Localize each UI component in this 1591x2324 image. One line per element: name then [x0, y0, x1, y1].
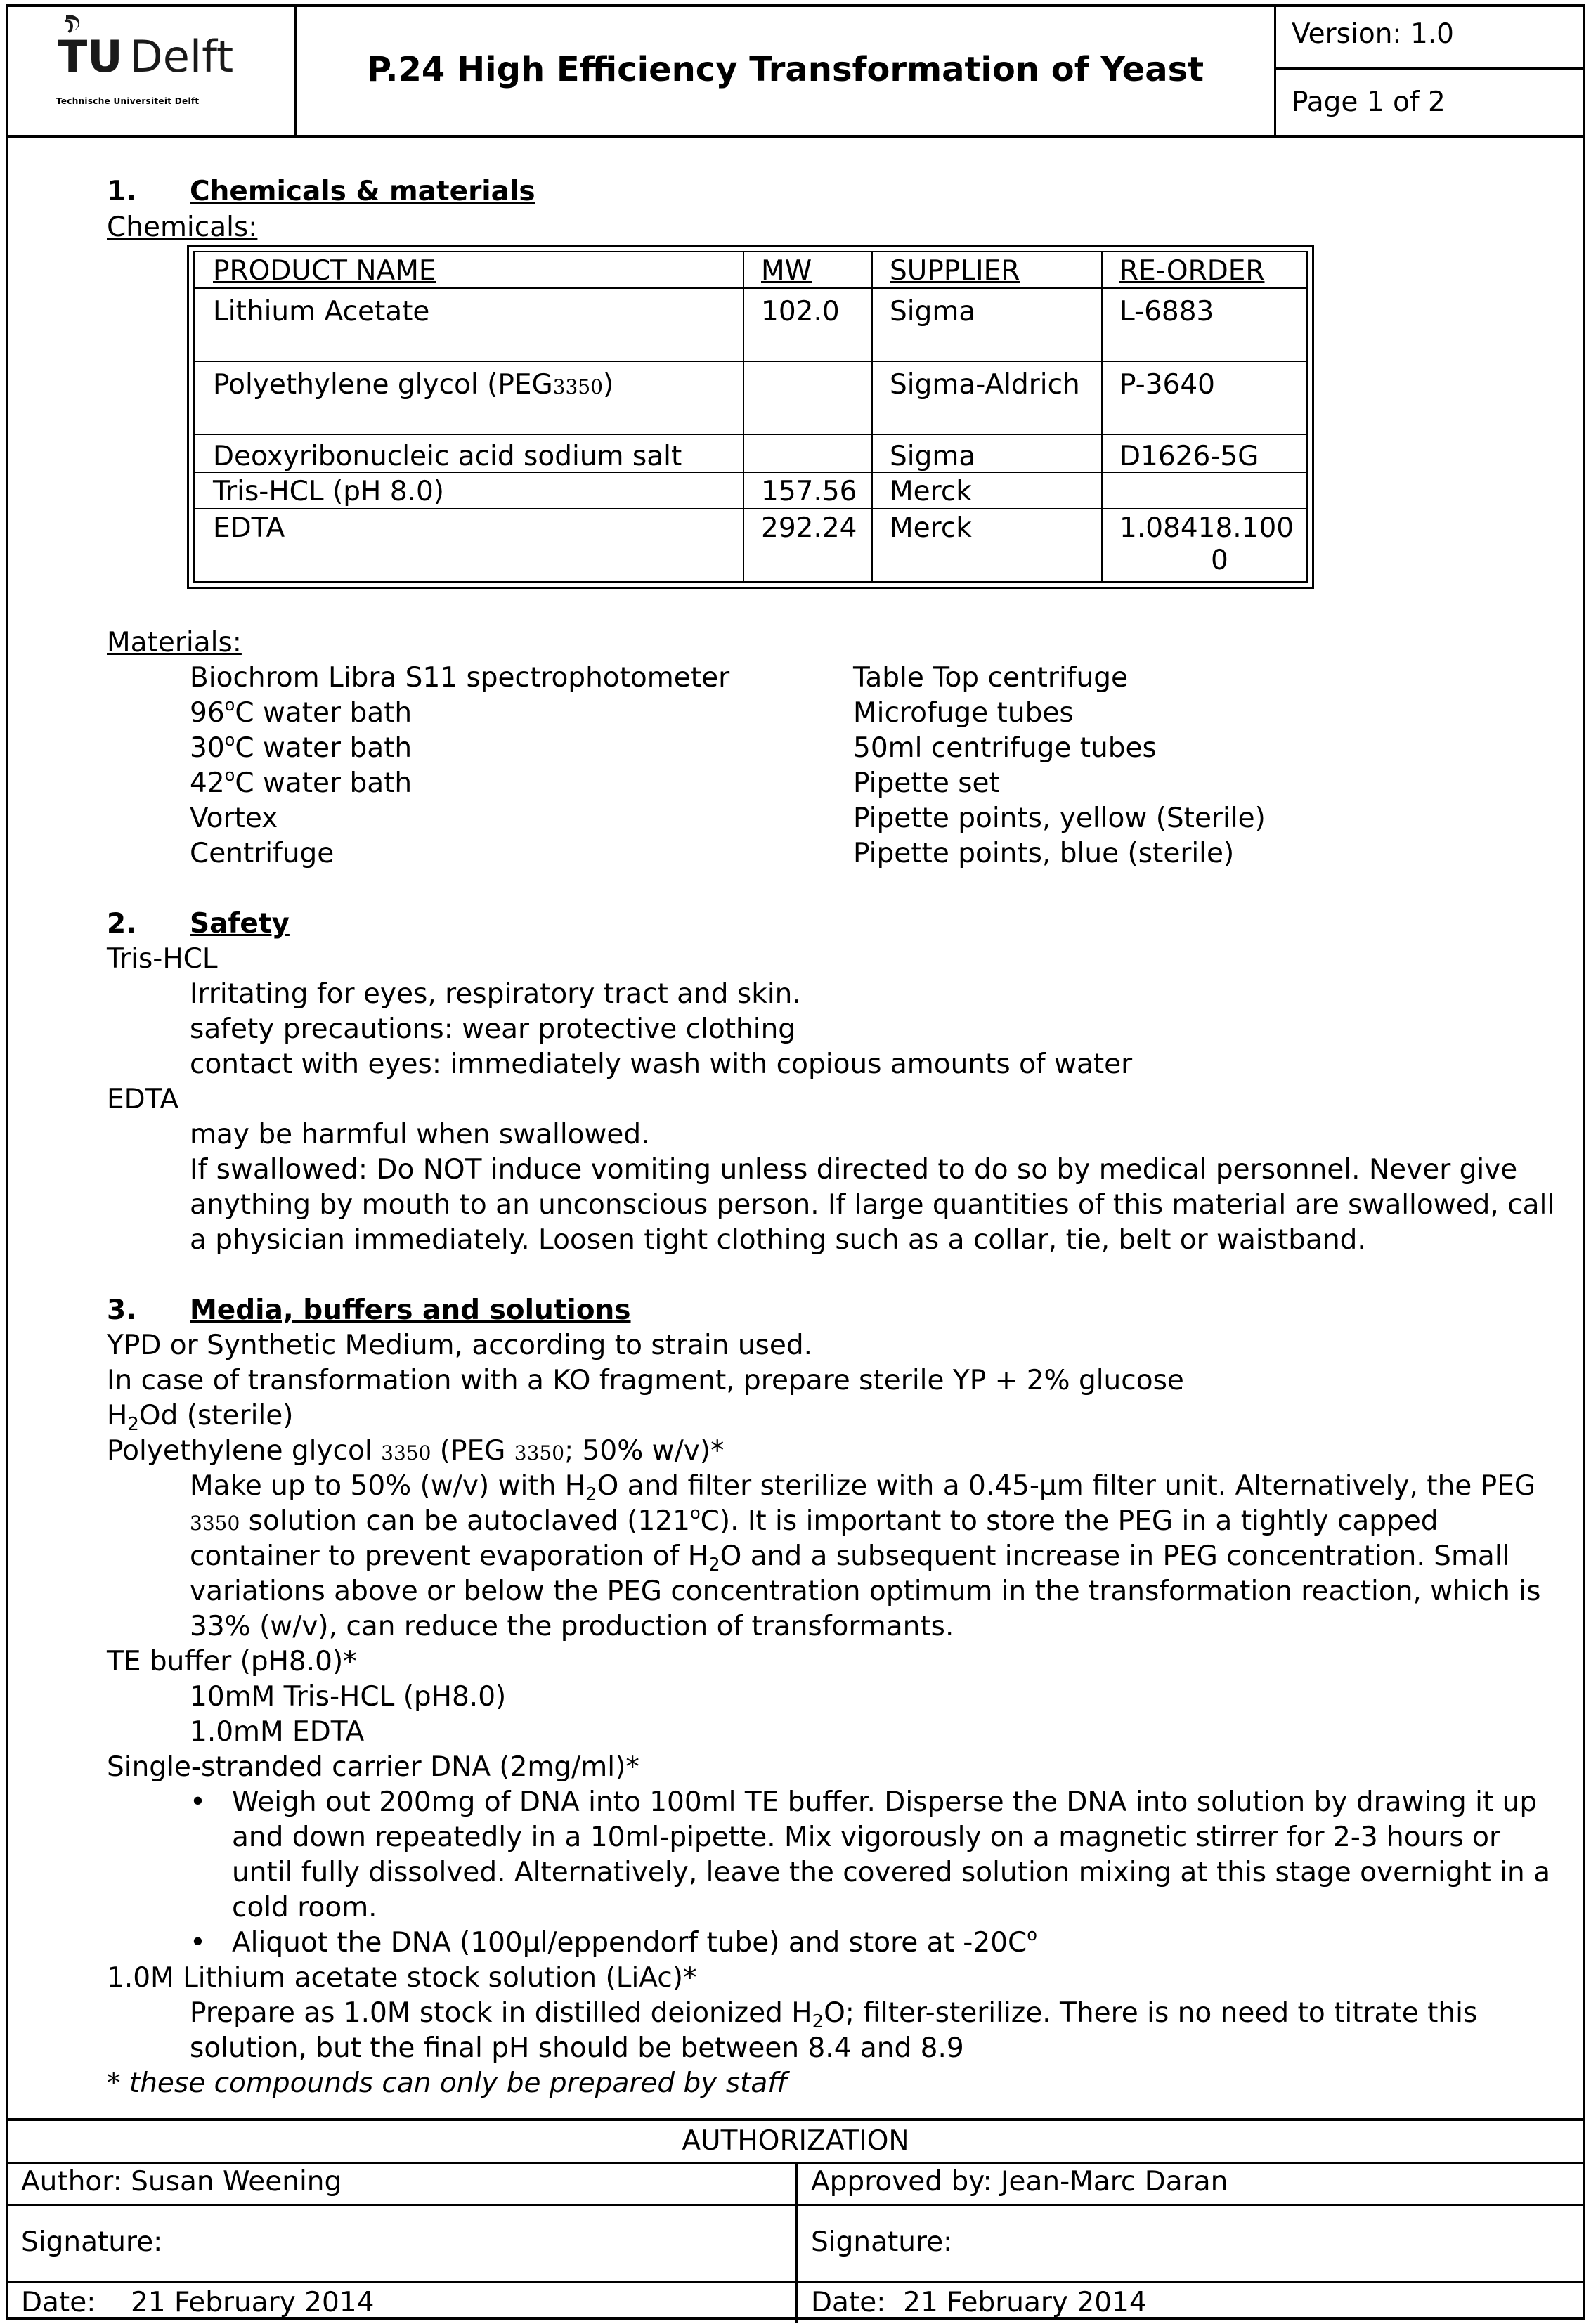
date-left: Date: 21 February 2014 — [21, 2287, 375, 2318]
material-item: Microfuge tubes — [853, 697, 1074, 729]
page-number: Page 1 of 2 — [1292, 86, 1446, 118]
document-title: P.24 High Efficiency Transformation of Yeast — [297, 4, 1276, 135]
table-cell: P-3640 — [1119, 369, 1215, 401]
logo-cell — [6, 4, 297, 135]
logo-subtitle: Technische Universiteit Delft — [56, 96, 200, 106]
ss-dna-label: Single-stranded carrier DNA (2mg/ml)* — [107, 1751, 639, 1783]
material-item: Vortex — [190, 803, 278, 834]
table-cell: 157.56 — [761, 476, 857, 507]
material-item: Pipette points, yellow (Sterile) — [853, 803, 1266, 834]
material-item: 42$^o$C water bath — [190, 765, 413, 799]
table-cell: 102.0 — [761, 296, 840, 327]
material-item: Pipette points, blue (sterile) — [853, 838, 1235, 869]
material-item: 30$^o$C water bath — [190, 730, 413, 764]
tris-label: Tris-HCL — [107, 943, 218, 975]
media-line: $H_2Od$ (sterile) — [107, 1400, 294, 1435]
peg-label: Polyethylene glycol 3350 (PEG 3350; 50% w/v)* — [107, 1435, 725, 1467]
material-item: Biochrom Libra S11 spectrophotometer — [190, 662, 730, 694]
safety-line: contact with eyes: immediately wash with copious amounts of water — [190, 1049, 1133, 1080]
ss-dna-line: until fully dissolved. Alternatively, leave the covered solution mixing at this stage overnight in a — [232, 1857, 1551, 1888]
ss-dna-line: Aliquot the DNA (100µl/eppendorf tube) and store at $-20C^o$ — [232, 1925, 1037, 1959]
table-cell: Merck — [890, 512, 972, 544]
table-cell: Sigma-Aldrich — [890, 369, 1080, 401]
ss-dna-line: Weigh out 200mg of DNA into 100ml TE buffer. Disperse the DNA into solution by drawing it up — [232, 1786, 1538, 1818]
version-label: Version: 1.0 — [1276, 4, 1583, 70]
safety-line: a physician immediately. Loosen tight clothing such as a collar, tie, belt or waistband. — [190, 1224, 1366, 1256]
table-header-reorder: RE-ORDER — [1119, 255, 1265, 287]
document-header — [6, 4, 1585, 138]
table-cell: EDTA — [213, 512, 285, 544]
table-header-product: PRODUCT NAME — [213, 255, 436, 287]
logo-tu: TU — [58, 31, 123, 82]
table-cell: Deoxyribonucleic acid sodium salt — [213, 441, 682, 472]
logo-delft: Delft — [129, 31, 234, 82]
safety-line: If swallowed: Do NOT induce vomiting unless directed to do so by medical personnel. Never give — [190, 1154, 1518, 1186]
table-header-supplier: SUPPLIER — [890, 255, 1020, 287]
liac-line: solution, but the final pH should be between 8.4 and 8.9 — [190, 2032, 964, 2064]
chemicals-table — [187, 245, 1314, 589]
safety-line: anything by mouth to an unconscious person. If large quantities of this material are swallowed, call — [190, 1189, 1555, 1221]
table-cell: 1.08418.100 — [1119, 512, 1294, 544]
material-item: Table Top centrifuge — [853, 662, 1128, 694]
table-cell: 0 — [1211, 545, 1228, 576]
section-3-title: Media, buffers and solutions — [190, 1294, 631, 1326]
table-cell: Tris-HCL (pH 8.0) — [213, 476, 444, 507]
section-2-title: Safety — [190, 908, 290, 940]
peg-text: 33% (w/v), can reduce the production of transformants. — [190, 1611, 954, 1642]
bullet-icon: • — [190, 1786, 207, 1818]
materials-label: Materials: — [107, 627, 242, 658]
safety-line: Irritating for eyes, respiratory tract and skin. — [190, 978, 801, 1010]
section-1-title: Chemicals & materials — [190, 176, 535, 207]
section-2-number: 2. — [107, 908, 136, 940]
edta-label: EDTA — [107, 1084, 179, 1115]
author-field: Author: Susan Weening — [21, 2166, 342, 2198]
table-cell: 292.24 — [761, 512, 857, 544]
peg-text: Make up to 50% (w/v) with $H_2O$ and filter sterilize with a 0.45-µm filter unit. Alternatively, the PEG — [190, 1470, 1536, 1505]
material-item: 50ml centrifuge tubes — [853, 732, 1157, 764]
table-cell: Sigma — [890, 296, 976, 327]
table-header-mw: MW — [761, 255, 812, 287]
material-item: 96$^o$C water bath — [190, 695, 413, 729]
te-line: 1.0mM EDTA — [190, 1716, 365, 1748]
signature-right: Signature: — [811, 2226, 953, 2258]
media-line: In case of transformation with a KO fragment, prepare sterile YP + 2% glucose — [107, 1365, 1184, 1396]
bullet-icon: • — [190, 1927, 207, 1959]
authorization-footer — [6, 2118, 1585, 2323]
approved-field: Approved by: Jean-Marc Daran — [811, 2166, 1228, 2198]
liac-line: Prepare as 1.0M stock in distilled deionized $H_2O$; filter-sterilize. There is no need to titrate this — [190, 1997, 1478, 2032]
material-item: Centrifuge — [190, 838, 335, 869]
chemicals-label: Chemicals: — [107, 212, 258, 243]
table-cell: D1626-5G — [1119, 441, 1259, 472]
table-cell: Sigma — [890, 441, 976, 472]
material-item: Pipette set — [853, 767, 1000, 799]
authorization-title: AUTHORIZATION — [6, 2121, 1585, 2164]
te-label: TE buffer (pH8.0)* — [107, 1646, 357, 1677]
media-line: YPD or Synthetic Medium, according to strain used. — [107, 1330, 813, 1361]
ss-dna-line: and down repeatedly in a 10ml-pipette. Mix vigorously on a magnetic stirrer for 2-3 hours or — [232, 1822, 1500, 1853]
table-cell: Merck — [890, 476, 972, 507]
liac-label: 1.0M Lithium acetate stock solution (LiAc)* — [107, 1962, 697, 1994]
te-line: 10mM Tris-HCL (pH8.0) — [190, 1681, 507, 1713]
peg-text: 3350 solution can be autoclaved (121$^o$C). It is important to store the PEG in a tightly capped — [190, 1503, 1439, 1537]
table-cell: L-6883 — [1119, 296, 1214, 327]
safety-line: safety precautions: wear protective clothing — [190, 1013, 796, 1045]
safety-line: may be harmful when swallowed. — [190, 1119, 650, 1150]
section-1-number: 1. — [107, 176, 136, 207]
table-cell: Polyethylene glycol (PEG3350) — [213, 369, 614, 401]
date-right: Date: 21 February 2014 — [811, 2287, 1147, 2318]
ss-dna-line: cold room. — [232, 1892, 377, 1923]
table-cell: Lithium Acetate — [213, 296, 430, 327]
signature-left: Signature: — [21, 2226, 163, 2258]
peg-text: container to prevent evaporation of $H_2O$ and a subsequent increase in PEG concentration. Small — [190, 1540, 1510, 1576]
peg-text: variations above or below the PEG concentration optimum in the transformation reaction, which is — [190, 1576, 1541, 1607]
staff-note: * these compounds can only be prepared by staff — [107, 2067, 788, 2099]
section-3-number: 3. — [107, 1294, 136, 1326]
